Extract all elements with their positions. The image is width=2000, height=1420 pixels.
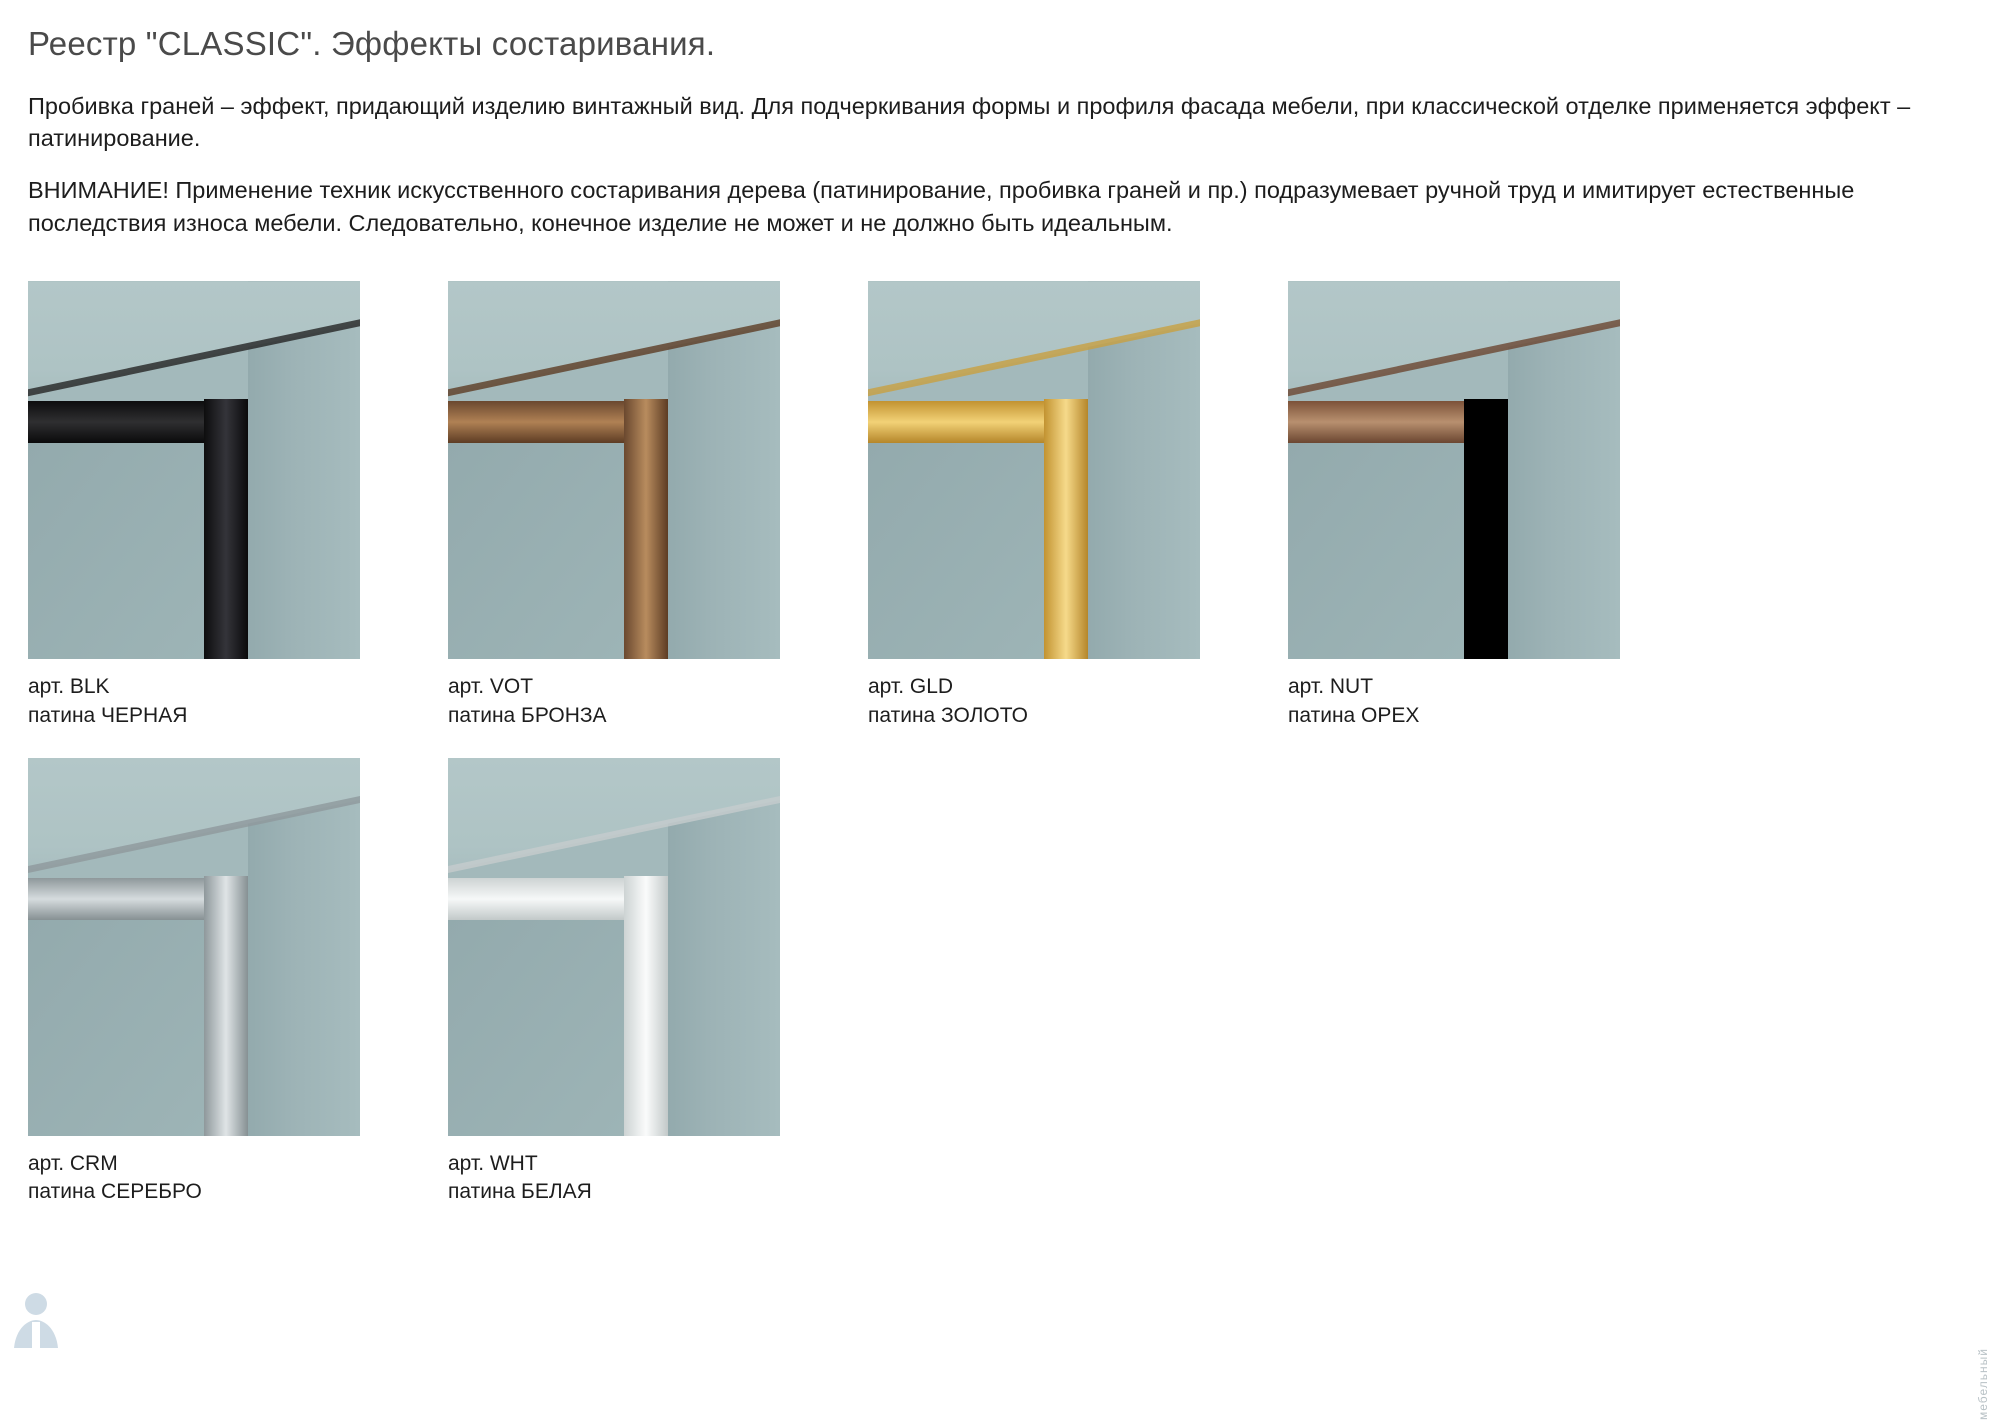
sample-caption-wht [448, 1150, 868, 1207]
sample-image-crm [28, 758, 360, 1136]
patina-groove-horizontal [448, 878, 634, 920]
panel-inner-field [448, 441, 624, 659]
sample-article: арт. WHT [448, 1151, 538, 1175]
panel-inner-field [28, 918, 204, 1136]
patina-groove-vertical [624, 876, 668, 1136]
patina-groove-vertical [1044, 399, 1088, 659]
sample-patina: патина ЧЕРНАЯ [28, 703, 188, 727]
patina-groove-vertical [1464, 399, 1508, 659]
intro-paragraph: Пробивка граней – эффект, придающий изделию винтажный вид. Для подчеркивания формы и профиля фасада мебели, при классической отделке применяется эффект – патинирование. [28, 92, 1911, 152]
page-title: Реестр "CLASSIC". Эффекты состаривания. [28, 25, 716, 62]
sample-article: арт. BLK [28, 675, 110, 699]
sample-caption-blk [28, 673, 448, 730]
panel-inner-field [448, 918, 624, 1136]
patina-groove-horizontal [28, 401, 214, 443]
sample-card-wht[interactable] [448, 758, 868, 1207]
sample-patina: патина СЕРЕБРО [28, 1180, 202, 1204]
sample-image-nut [1288, 281, 1620, 659]
panel-inner-field [28, 441, 204, 659]
warning-paragraph: ВНИМАНИЕ! Применение техник искусственного состаривания дерева (патинирование, пробивка граней и пр.) подразумевает ручной труд и имитирует естественные последствия износа мебели. Следовательно, конечное изделие не может и не должно быть идеальным. [28, 177, 1855, 236]
panel-inner-field [868, 441, 1044, 659]
watermark-text: мебельный [1976, 1348, 1990, 1420]
patina-groove-horizontal [28, 878, 214, 920]
samples-row-1 [28, 281, 1966, 730]
sample-article: арт. CRM [28, 1151, 118, 1175]
patina-groove-vertical [204, 399, 248, 659]
sample-patina: патина БЕЛАЯ [448, 1180, 592, 1204]
sample-image-wht [448, 758, 780, 1136]
samples-row-2 [28, 758, 1966, 1207]
patina-groove-vertical [204, 876, 248, 1136]
samples-gallery [28, 281, 1966, 1206]
panel-inner-field [1288, 441, 1464, 659]
sample-caption-nut [1288, 673, 1708, 730]
sample-card-gld[interactable] [868, 281, 1288, 730]
sample-image-vot [448, 281, 780, 659]
sample-card-blk[interactable] [28, 281, 448, 730]
patina-groove-vertical [624, 399, 668, 659]
sample-image-blk [28, 281, 360, 659]
sample-card-vot[interactable] [448, 281, 868, 730]
watermark-logo-icon [6, 1288, 66, 1350]
sample-card-crm[interactable] [28, 758, 448, 1207]
sample-article: арт. VOT [448, 675, 534, 699]
sample-article: арт. GLD [868, 675, 954, 699]
sample-patina: патина ЗОЛОТО [868, 703, 1028, 727]
patina-groove-horizontal [1288, 401, 1474, 443]
sample-article: арт. NUT [1288, 675, 1374, 699]
sample-caption-gld [868, 673, 1288, 730]
sample-image-gld [868, 281, 1200, 659]
sample-caption-vot [448, 673, 868, 730]
patina-groove-horizontal [448, 401, 634, 443]
sample-caption-crm [28, 1150, 448, 1207]
sample-patina: патина БРОНЗА [448, 703, 607, 727]
patina-groove-horizontal [868, 401, 1054, 443]
sample-card-nut[interactable] [1288, 281, 1708, 730]
sample-patina: патина ОРЕХ [1288, 703, 1420, 727]
